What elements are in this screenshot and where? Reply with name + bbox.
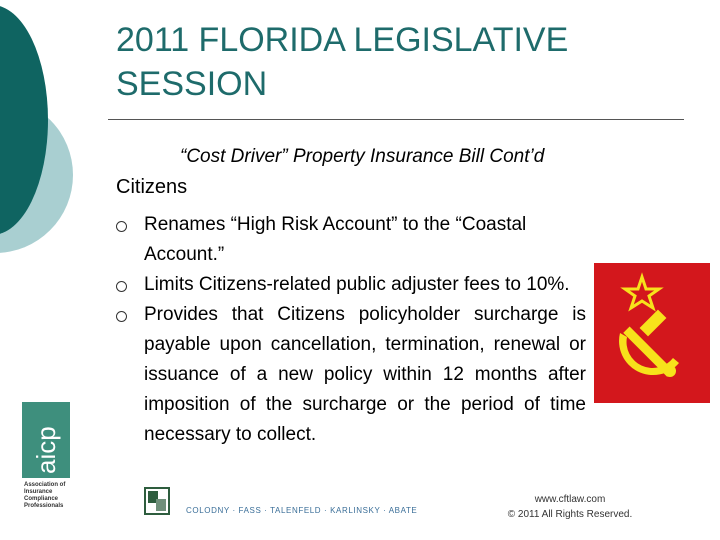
firm-logo-icon — [144, 487, 170, 515]
aicp-subtext: Association of Insurance Compliance Professionals — [24, 482, 66, 509]
section-heading: Citizens — [116, 176, 188, 198]
title-divider — [108, 119, 684, 120]
bullet-text: Limits Citizens-related public adjuster fees to 10%. — [144, 274, 570, 295]
bullet-item — [116, 270, 586, 300]
bullet-text: Renames “High Risk Account” to the “Coastal Account.” — [144, 214, 527, 265]
bullet-item — [116, 300, 586, 450]
aicp-logo-box — [22, 402, 70, 478]
bullet-text: Provides that Citizens policyholder surcharge is payable upon cancellation, termination, renewal or issuance of a new policy within 12 months after imposition of the surcharge or the period of time necessary to collect. — [144, 304, 586, 445]
footer-rights: © 2011 All Rights Reserved. — [507, 509, 633, 520]
aicp-logo-text: aicp — [31, 426, 61, 474]
footer-url[interactable]: www.cftlaw.com — [534, 494, 606, 505]
slide-title-line1: 2011 FLORIDA LEGISLATIVE — [116, 21, 569, 59]
slide-subtitle: “Cost Driver” Property Insurance Bill Cont’d — [180, 146, 545, 167]
hollow-circle-bullet-icon — [116, 281, 127, 292]
decorative-circles — [0, 0, 110, 300]
firm-name: COLODNY · FASS · TALENFELD · KARLINSKY · ABATE — [186, 506, 418, 515]
hollow-circle-bullet-icon — [116, 221, 127, 232]
slide-title-line2: SESSION — [116, 65, 268, 103]
aicp-logo — [22, 402, 72, 526]
hammer-and-sickle-flag-icon — [594, 263, 710, 403]
bullet-list — [116, 210, 586, 450]
hollow-circle-bullet-icon — [116, 311, 127, 322]
slide-title — [116, 18, 696, 106]
bullet-item — [116, 210, 586, 270]
